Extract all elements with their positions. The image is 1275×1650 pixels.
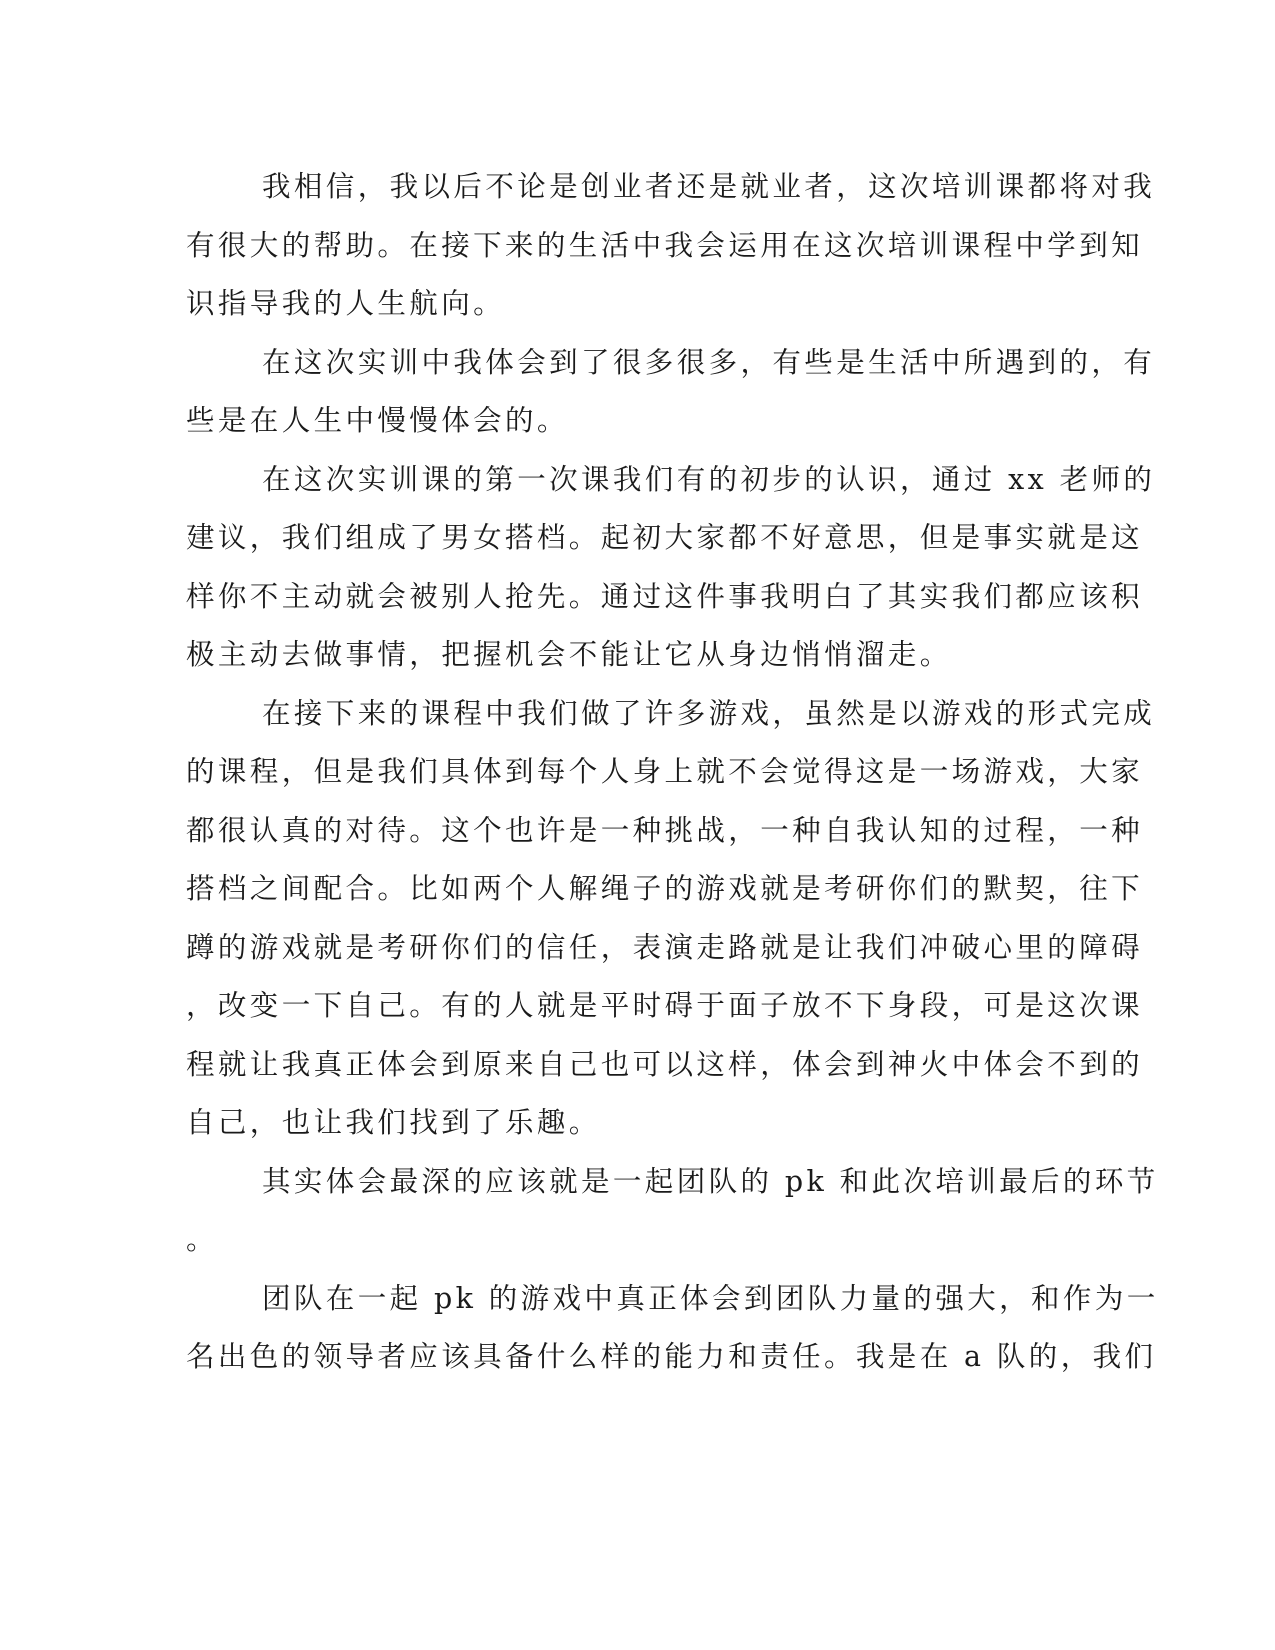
text-line: 蹲的游戏就是考研你们的信任，表演走路就是让我们冲破心里的障碍 [186,930,1144,964]
text-line: ，改变一下自己。有的人就是平时碍于面子放不下身段，可是这次课 [186,989,1144,1022]
text-line: 些是在人生中慢慢体会的。 [186,404,569,437]
text-line: 其实体会最深的应该就是一起团队的 pk 和此次培训最后的环节 [262,1164,1159,1198]
text-line: 在这次实训课的第一次课我们有的初步的认识，通过 xx 老师的 [262,462,1156,496]
text-line: 建议，我们组成了男女搭档。起初大家都不好意思，但是事实就是这 [186,521,1144,554]
text-line: 名出色的领导者应该具备什么样的能力和责任。我是在 a 队的，我们 [186,1340,1157,1373]
text-line: 有很大的帮助。在接下来的生活中我会运用在这次培训课程中学到知 [186,228,1144,262]
text-line: 识指导我的人生航向。 [186,287,506,320]
text-line: 程就让我真正体会到原来自己也可以这样，体会到神火中体会不到的 [186,1047,1144,1081]
text-line: 。 [186,1223,218,1256]
text-line: 团队在一起 pk 的游戏中真正体会到团队力量的强大，和作为一 [262,1281,1159,1315]
text-line: 在接下来的课程中我们做了许多游戏，虽然是以游戏的形式完成 [262,696,1156,730]
text-line: 样你不主动就会被别人抢先。通过这件事我明白了其实我们都应该积 [186,579,1144,613]
text-line: 我相信，我以后不论是创业者还是就业者，这次培训课都将对我 [262,170,1156,203]
text-line: 在这次实训中我体会到了很多很多，有些是生活中所遇到的，有 [262,345,1156,379]
text-line: 搭档之间配合。比如两个人解绳子的游戏就是考研你们的默契，往下 [186,872,1144,905]
body-text [186,158,1159,1387]
text-line: 的课程，但是我们具体到每个人身上就不会觉得这是一场游戏，大家 [186,755,1144,788]
text-line: 自己，也让我们找到了乐趣。 [186,1106,601,1139]
text-line: 极主动去做事情，把握机会不能让它从身边悄悄溜走。 [186,638,952,671]
text-line: 都很认真的对待。这个也许是一种挑战，一种自我认知的过程，一种 [186,813,1144,847]
